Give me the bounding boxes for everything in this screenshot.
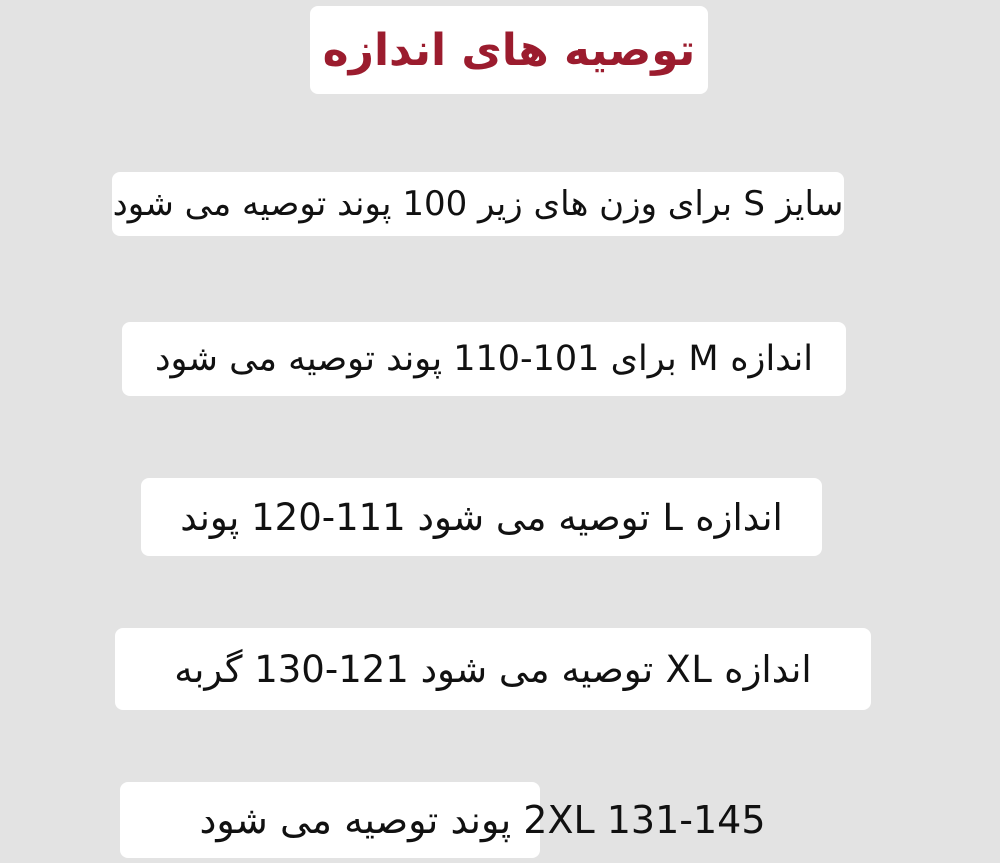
- size-m-text: اندازه M برای 101-110 پوند توصیه می شود: [154, 339, 814, 379]
- size-2xl-label: [120, 782, 845, 858]
- size-xl-label: [115, 628, 871, 710]
- size-2xl-text: 2XL 131-145 پوند توصیه می شود: [199, 798, 766, 842]
- size-m-label: [122, 322, 846, 396]
- page-title: توصیه های اندازه: [322, 24, 696, 76]
- size-s-text: سایز S برای وزن های زیر 100 پوند توصیه می شود: [112, 184, 844, 224]
- size-l-label: [141, 478, 822, 556]
- size-s-label: [112, 172, 844, 236]
- title-label: [310, 6, 708, 94]
- size-l-text: اندازه L توصیه می شود 111-120 پوند: [180, 495, 783, 539]
- size-xl-text: اندازه XL توصیه می شود 121-130 گربه: [174, 647, 812, 691]
